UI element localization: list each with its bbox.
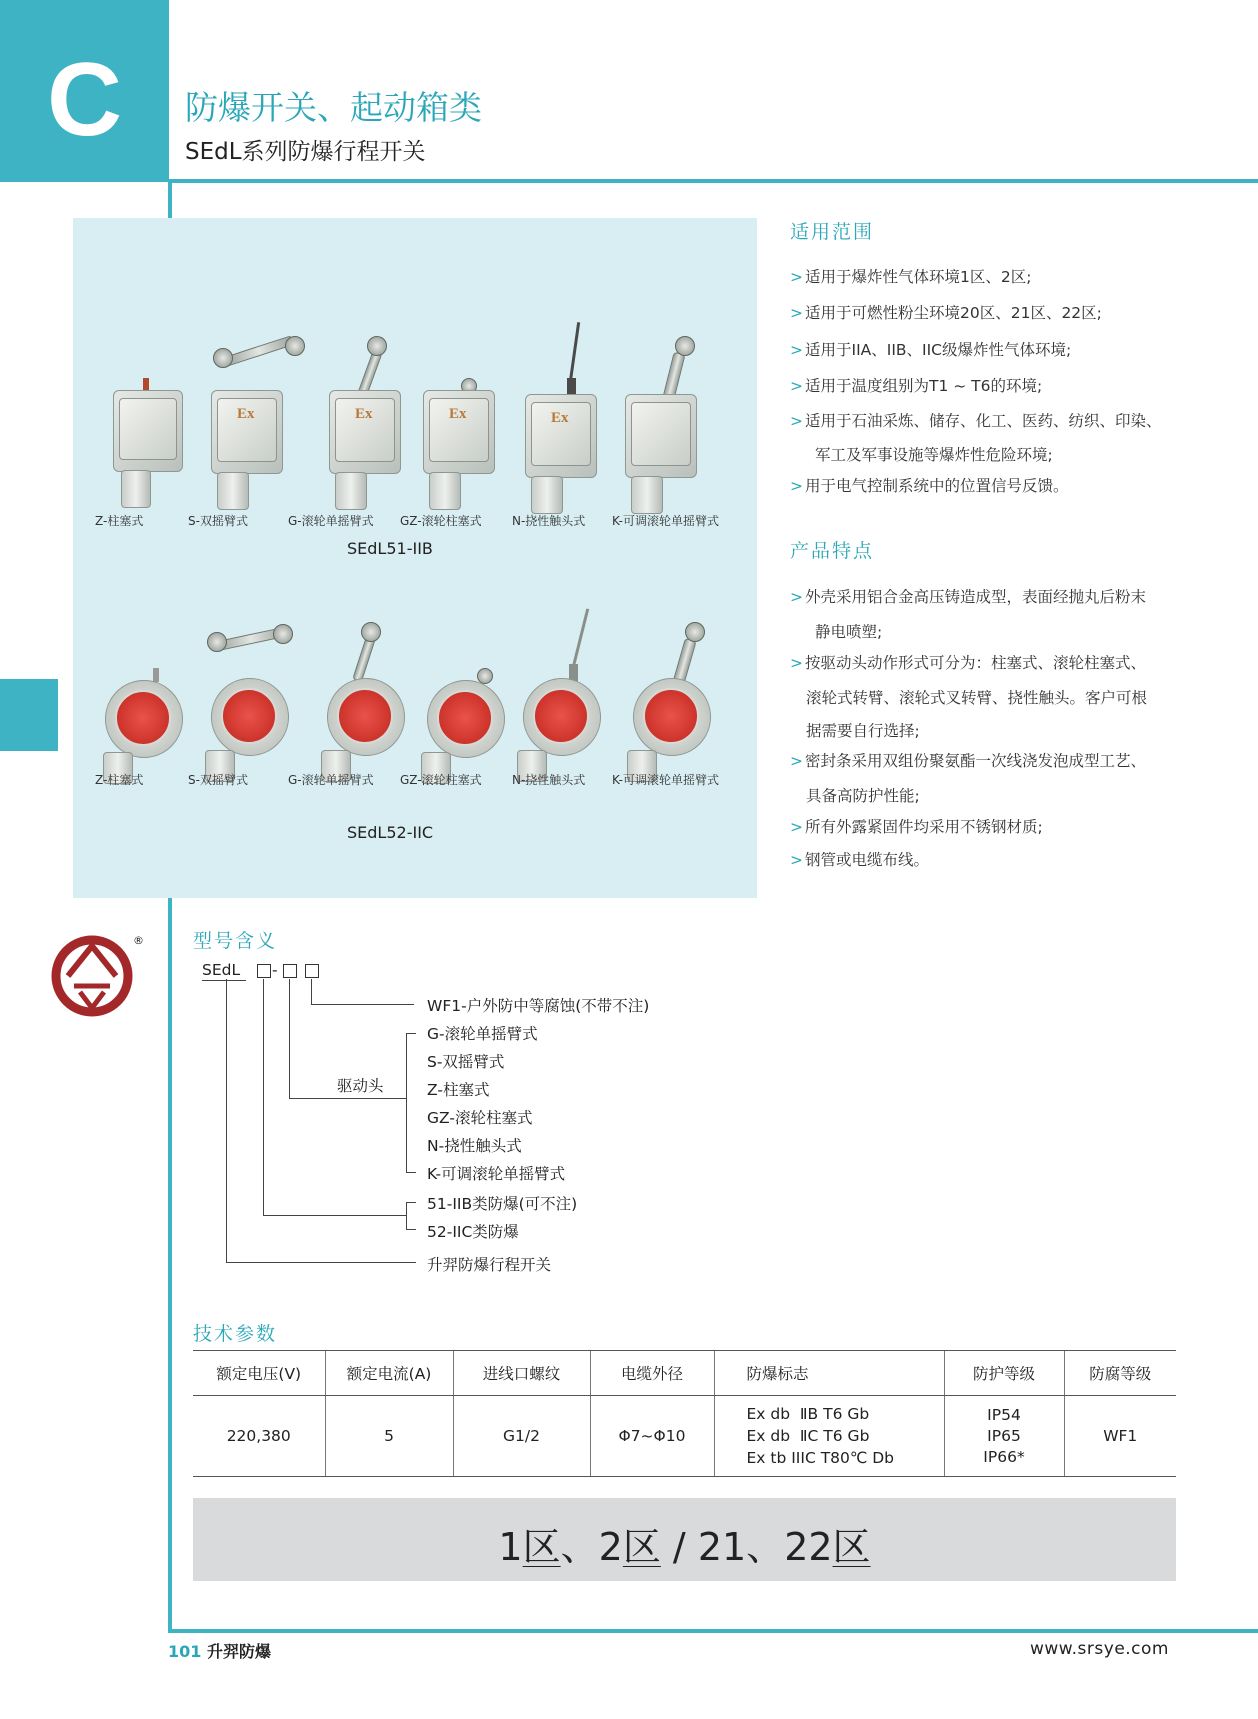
zone-char: 区 (522, 1525, 561, 1569)
product-image-g-52 (309, 622, 409, 792)
bullet-marker: > (790, 477, 803, 495)
footer-website[interactable]: www.srsye.com (1030, 1639, 1169, 1659)
footer-rule (168, 1629, 1258, 1633)
zone-number: 22 (784, 1525, 833, 1569)
scope-item-text: 适用于IIA、IIB、IIC级爆炸性气体环境; (805, 341, 1072, 359)
product-label: Z-柱塞式 (95, 514, 144, 528)
tree-line (226, 979, 227, 1263)
product-image-k-52 (621, 622, 721, 792)
red-lid (115, 690, 171, 746)
ex-badge: Ex (551, 410, 569, 426)
double-arm (223, 335, 295, 367)
thread-cell: G1/2 (453, 1396, 590, 1477)
feature-item (790, 751, 1146, 771)
footer-brand: 升羿防爆 (206, 1642, 271, 1661)
chapter-letter: C (46, 42, 123, 158)
roller (213, 348, 233, 368)
product-name: 升羿防爆行程开关 (427, 1256, 552, 1274)
plunger-tip (153, 668, 159, 682)
model-prefix: SEdL (202, 961, 241, 979)
roller (207, 632, 227, 652)
product-label: G-滚轮单摇臂式 (288, 514, 374, 528)
tree-tick (406, 1033, 416, 1034)
registered-mark: ® (133, 934, 144, 947)
table-row (193, 1396, 1176, 1477)
footer-page (168, 1639, 271, 1662)
ex-badge: Ex (355, 406, 373, 422)
roller (273, 624, 293, 644)
model-slot-3 (305, 964, 319, 978)
feature-item-continuation: 滚轮式转臂、滚轮式叉转臂、挠性触头。客户可根 (806, 689, 1148, 707)
explosion-class-option: 52-IIC类防爆 (427, 1223, 519, 1241)
feature-item (790, 587, 1146, 607)
prefix-underline (202, 980, 246, 981)
column-header: 防爆标志 (714, 1351, 944, 1396)
scope-item-text: 适用于石油采炼、储存、化工、医药、纺织、印染、 (805, 412, 1162, 430)
product-image-n-51 (517, 322, 607, 538)
column-header: 防护等级 (944, 1351, 1064, 1396)
tree-line (311, 1004, 414, 1005)
tree-line (263, 1215, 406, 1216)
product-label: GZ-滚轮柱塞式 (400, 773, 482, 787)
anticorrosion-cell: WF1 (1064, 1396, 1176, 1477)
ex-badge: Ex (237, 406, 255, 422)
drive-head-label: 驱动头 (337, 1077, 384, 1095)
bullet-marker: > (790, 304, 803, 322)
drive-head-option: G-滚轮单摇臂式 (427, 1025, 538, 1043)
product-label: S-双摇臂式 (188, 773, 248, 787)
scope-item-text: 用于电气控制系统中的位置信号反馈。 (805, 477, 1069, 495)
scope-item-continuation: 军工及军事设施等爆炸性危险环境; (815, 446, 1053, 464)
product-label: N-挠性触头式 (512, 514, 586, 528)
zone-number: 21 (697, 1525, 747, 1569)
ex-mark-line: Ex db ⅡB T6 Gb (746, 1405, 870, 1423)
switch-cover (631, 402, 691, 466)
scope-item (790, 267, 1031, 287)
column-header: 电缆外径 (590, 1351, 714, 1396)
bullet-marker: > (790, 818, 803, 836)
scope-item (790, 303, 1102, 323)
product-image-g-51 (321, 336, 411, 536)
scope-item (790, 340, 1071, 360)
ex-mark-line: Ex db ⅡC T6 Gb (746, 1427, 870, 1445)
tree-line (311, 979, 312, 1005)
ex-badge: Ex (449, 406, 467, 422)
roller (361, 622, 381, 642)
tree-line (289, 1098, 407, 1099)
feature-item-continuation: 静电喷塑; (815, 623, 883, 641)
red-lid (221, 688, 277, 744)
feature-item (790, 817, 1043, 837)
feature-item (790, 850, 929, 870)
scope-item (790, 376, 1042, 396)
feature-item-text: 钢管或电缆布线。 (805, 851, 930, 869)
scope-item-text: 适用于温度组别为T1 ~ T6的环境; (805, 377, 1043, 395)
page-number: 101 (168, 1642, 202, 1661)
scope-item-text: 适用于可燃性粉尘环境20区、21区、22区; (805, 304, 1102, 322)
zone-text (193, 1516, 1176, 1571)
tree-line (289, 979, 290, 1099)
category-title: 防爆开关、起动箱类 (185, 88, 482, 127)
cable-gland (631, 476, 663, 514)
tree-bracket (406, 1033, 407, 1173)
bullet-marker: > (790, 412, 803, 430)
product-label: GZ-滚轮柱塞式 (400, 514, 482, 528)
column-header: 进线口螺纹 (453, 1351, 590, 1396)
tech-title: 技术参数 (193, 1323, 278, 1345)
cable-od-cell: Φ7~Φ10 (590, 1396, 714, 1477)
series-label-51: SEdL51-IIB (347, 539, 433, 558)
drive-head-option: Z-柱塞式 (427, 1081, 490, 1099)
drive-head-option: GZ-滚轮柱塞式 (427, 1109, 533, 1127)
zone-number: 1 (498, 1525, 523, 1569)
product-image-s-52 (193, 622, 303, 792)
flexible-rod (572, 609, 589, 668)
product-panel (73, 218, 757, 898)
zone-separator: 、 (560, 1525, 599, 1569)
product-image-s-51 (201, 336, 311, 536)
bullet-marker: > (790, 377, 803, 395)
ex-mark-line: Ex tb IIIC T80℃ Db (746, 1449, 894, 1467)
ip-grade-cell (944, 1396, 1064, 1477)
product-label: K-可调滚轮单摇臂式 (612, 773, 719, 787)
feature-item-text: 外壳采用铝合金高压铸造成型，表面经抛丸后粉末 (805, 588, 1147, 606)
product-label: S-双摇臂式 (188, 514, 248, 528)
red-lid (643, 688, 699, 744)
column-header: 防腐等级 (1064, 1351, 1176, 1396)
column-header: 额定电压(V) (193, 1351, 325, 1396)
features-title: 产品特点 (790, 540, 875, 562)
roller (685, 622, 705, 642)
feature-item (790, 653, 1146, 673)
cable-gland (335, 472, 367, 510)
scope-item (790, 476, 1069, 496)
tree-tick (406, 1202, 416, 1203)
product-image-n-52 (511, 608, 611, 792)
model-dash: - (272, 961, 278, 979)
tree-bracket (406, 1202, 407, 1230)
feature-item-text: 所有外露紧固件均采用不锈钢材质; (805, 818, 1043, 836)
roller (285, 336, 305, 356)
feature-item-text: 按驱动头动作形式可分为：柱塞式、滚轮柱塞式、 (805, 654, 1147, 672)
zone-char: 区 (622, 1525, 661, 1569)
zone-slash: / (660, 1525, 698, 1569)
model-slot-1 (257, 964, 271, 978)
tree-line (226, 1262, 416, 1263)
company-logo (50, 932, 138, 1018)
product-label: G-滚轮单摇臂式 (288, 773, 374, 787)
explosion-class-option: 51-IIB类防爆(可不注) (427, 1195, 578, 1213)
product-label: N-挠性触头式 (512, 773, 586, 787)
product-image-z-52 (95, 668, 191, 788)
drive-head-option: S-双摇臂式 (427, 1053, 505, 1071)
product-label: Z-柱塞式 (95, 773, 144, 787)
drive-head-option: N-挠性触头式 (427, 1137, 522, 1155)
column-header: 额定电流(A) (325, 1351, 453, 1396)
ex-mark-cell (714, 1396, 944, 1477)
header-rule (169, 179, 1258, 183)
ip-grade: IP54 (987, 1405, 1021, 1424)
product-label: K-可调滚轮单摇臂式 (612, 514, 719, 528)
side-tab (0, 679, 58, 751)
red-lid (437, 690, 493, 746)
product-image-k-51 (619, 336, 719, 536)
zone-separator: 、 (746, 1525, 785, 1569)
scope-item (790, 411, 1162, 431)
model-title: 型号含义 (193, 930, 278, 952)
red-lid (337, 688, 393, 744)
tree-tick (406, 1172, 416, 1173)
current-cell: 5 (325, 1396, 453, 1477)
tech-table (193, 1350, 1176, 1477)
switch-cover (119, 398, 177, 460)
feature-item-continuation: 据需要自行选择; (806, 722, 920, 740)
bullet-marker: > (790, 268, 803, 286)
red-lid (533, 688, 589, 744)
bullet-marker: > (790, 752, 803, 770)
feature-item-continuation: 具备高防护性能; (806, 787, 920, 805)
cable-gland (531, 476, 563, 514)
scope-title: 适用范围 (790, 221, 875, 243)
table-header-row (193, 1351, 1176, 1396)
voltage-cell: 220,380 (193, 1396, 325, 1477)
model-option-wf1: WF1-户外防中等腐蚀(不带不注) (427, 997, 650, 1015)
roller-arm (352, 636, 376, 683)
bullet-marker: > (790, 851, 803, 869)
flexible-rod (569, 322, 580, 382)
bullet-marker: > (790, 588, 803, 606)
ip-grade: IP65 (987, 1426, 1021, 1445)
series-label-52: SEdL52-IIC (347, 823, 434, 842)
cable-gland (429, 472, 461, 510)
roller (367, 336, 387, 356)
drive-head-option: K-可调滚轮单摇臂式 (427, 1165, 566, 1183)
zone-char: 区 (832, 1525, 871, 1569)
tree-line (263, 979, 264, 1216)
model-slot-2 (283, 964, 297, 978)
feature-item-text: 密封条采用双组份聚氨酯一次线浇发泡成型工艺、 (805, 752, 1147, 770)
zone-number: 2 (598, 1525, 623, 1569)
scope-item-text: 适用于爆炸性气体环境1区、2区; (805, 268, 1032, 286)
bullet-marker: > (790, 341, 803, 359)
cable-gland (217, 472, 249, 510)
bullet-marker: > (790, 654, 803, 672)
roller (675, 336, 695, 356)
ip-grade: IP66* (983, 1447, 1025, 1466)
tree-tick (406, 1229, 416, 1230)
series-title: SEdL系列防爆行程开关 (185, 139, 426, 165)
cable-gland (121, 470, 151, 508)
